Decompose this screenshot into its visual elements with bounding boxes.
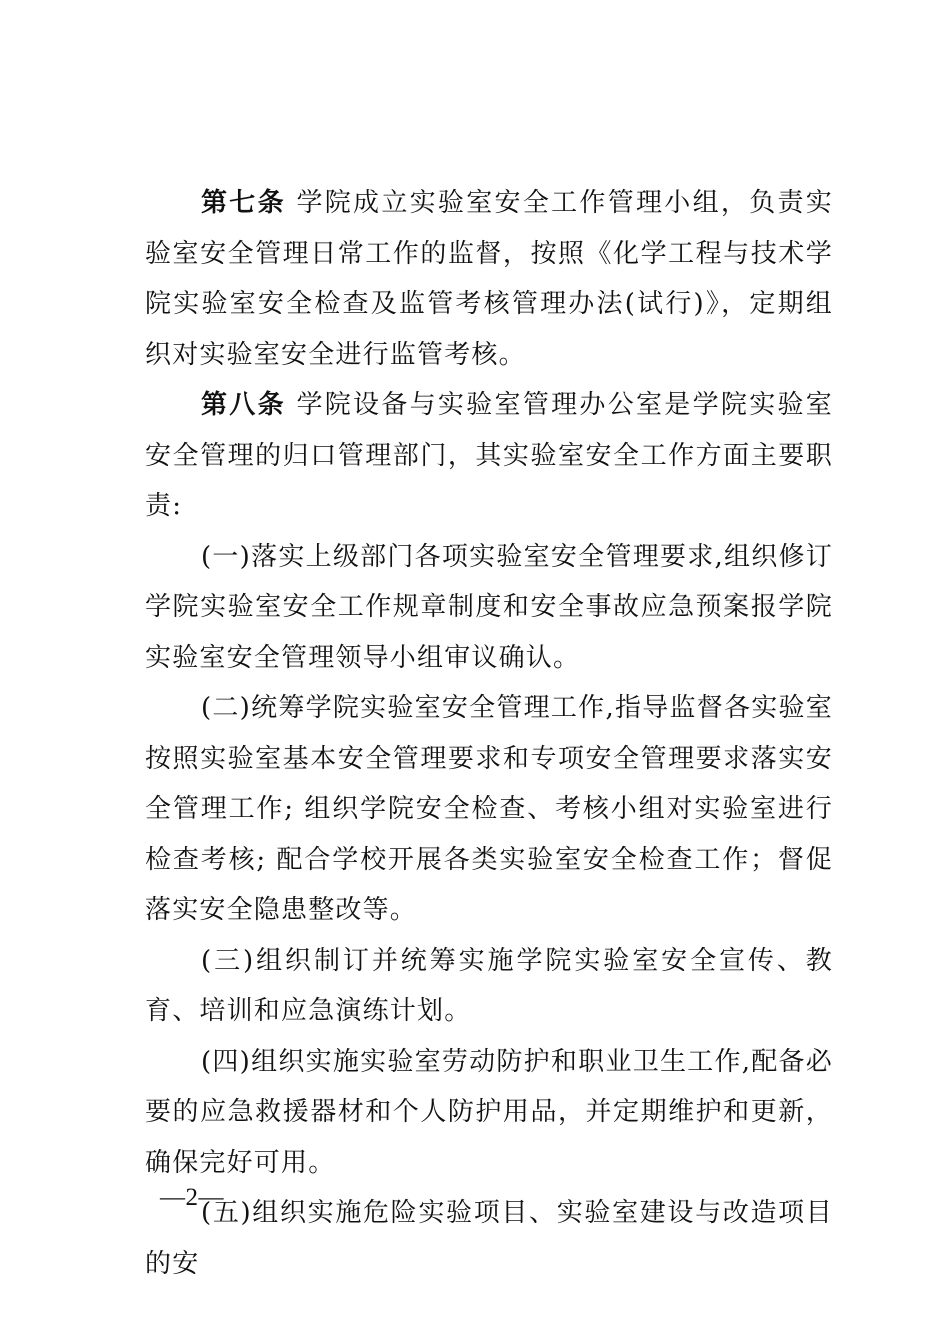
duty-item-3-text: (三)组织制订并统筹实施学院实验室安全宣传、教育、培训和应急演练计划。 [145,945,833,1026]
duty-item-2 [145,683,833,936]
article-7-label: 第七条 [201,188,286,218]
document-body [145,178,833,1289]
duty-item-1-text: (一)落实上级部门各项实验室安全管理要求,组织修订学院实验室安全工作规章制度和安全事故应急预案报学院实验室安全管理领导小组审议确认。 [145,541,833,673]
duty-item-1 [145,532,833,684]
article-8-text: 学院设备与实验室管理办公室是学院实验室安全管理的归口管理部门，其实验室安全工作方面主要职责: [145,390,833,521]
duty-item-2-text: (二)统筹学院实验室安全管理工作,指导监督各实验室按照实验室基本安全管理要求和专项安全管理要求落实安全管理工作; 组织学院安全检查、考核小组对实验室进行检查考核; 配合学校开展各类实验室安全检查工作；督促落实安全隐患整改等。 [145,693,833,925]
article-8-label: 第八条 [201,390,286,420]
article-8-paragraph [145,380,833,532]
duty-item-5-text: (五)组织实施危险实验项目、实验室建设与改造项目的安 [145,1198,833,1279]
duty-item-5 [145,1188,833,1289]
article-7-text: 学院成立实验室安全工作管理小组，负责实验室安全管理日常工作的监督，按照《化学工程与技术学院实验室安全检查及监管考核管理办法(试行)》，定期组织对实验室安全进行监管考核。 [145,188,833,370]
article-7-paragraph [145,178,833,380]
duty-item-3 [145,936,833,1037]
duty-item-4 [145,1037,833,1189]
page-number: —2— [160,1184,224,1211]
duty-item-4-text: (四)组织实施实验室劳动防护和职业卫生工作,配备必要的应急救援器材和个人防护用品，并定期维护和更新，确保完好可用。 [145,1046,833,1178]
